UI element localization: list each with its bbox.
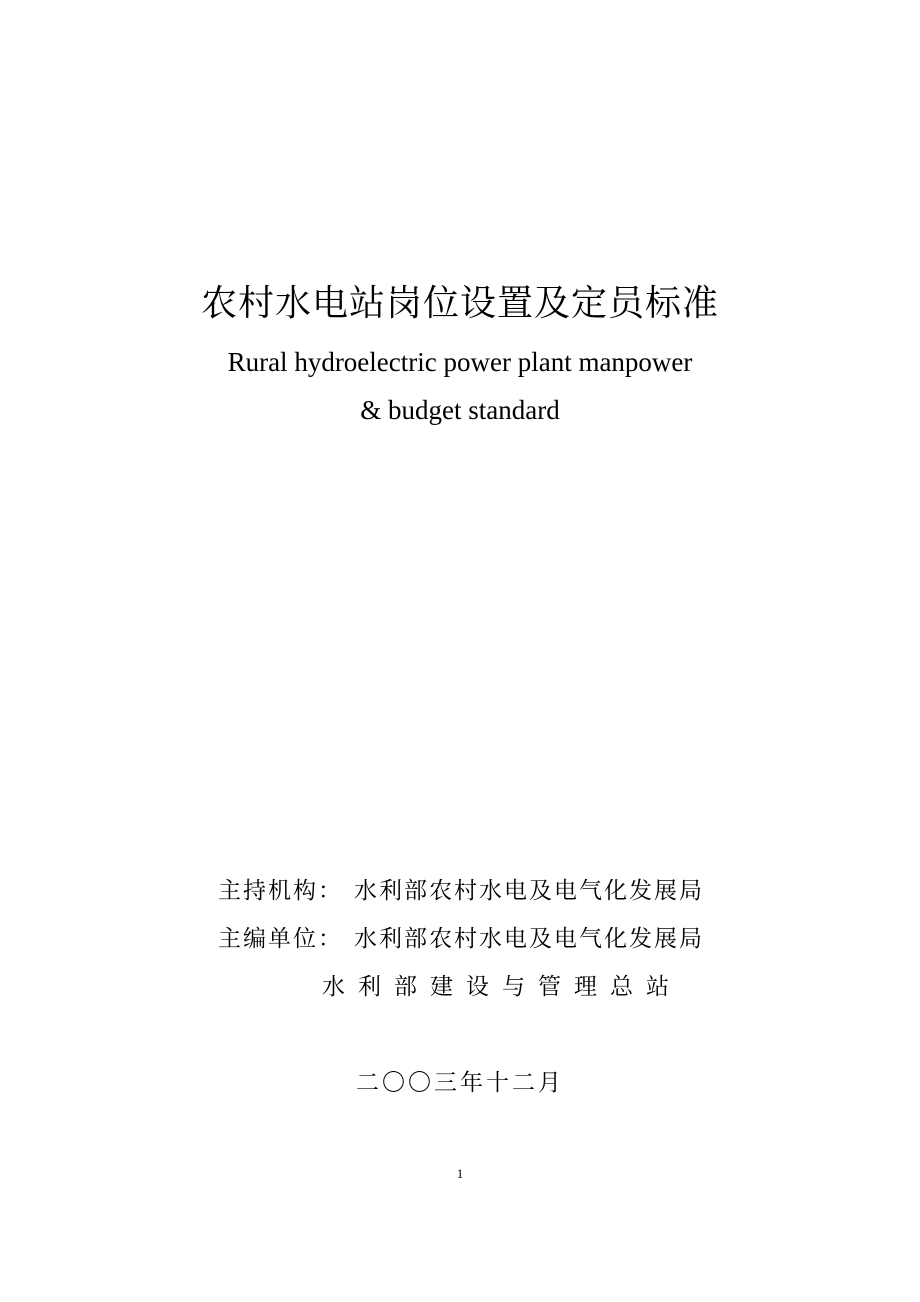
host-organization-value: 水利部农村水电及电气化发展局	[354, 878, 704, 904]
host-organization-row	[218, 876, 704, 906]
publication-date: 二〇〇三年十二月	[356, 1070, 564, 1096]
chief-editor-value-2: 水利部建设与管理总站	[322, 974, 682, 1000]
host-organization-label: 主持机构：	[218, 878, 343, 904]
page-number: 1	[456, 1166, 464, 1181]
english-title-line-2: & budget standard	[360, 395, 560, 425]
chief-editor-label: 主编单位：	[218, 926, 343, 952]
english-title-line-1: Rural hydroelectric power plant manpower	[227, 347, 693, 377]
chief-editor-row	[218, 924, 704, 954]
chief-editor-value-1: 水利部农村水电及电气化发展局	[354, 926, 704, 952]
page-title: 农村水电站岗位设置及定员标准	[200, 283, 719, 324]
